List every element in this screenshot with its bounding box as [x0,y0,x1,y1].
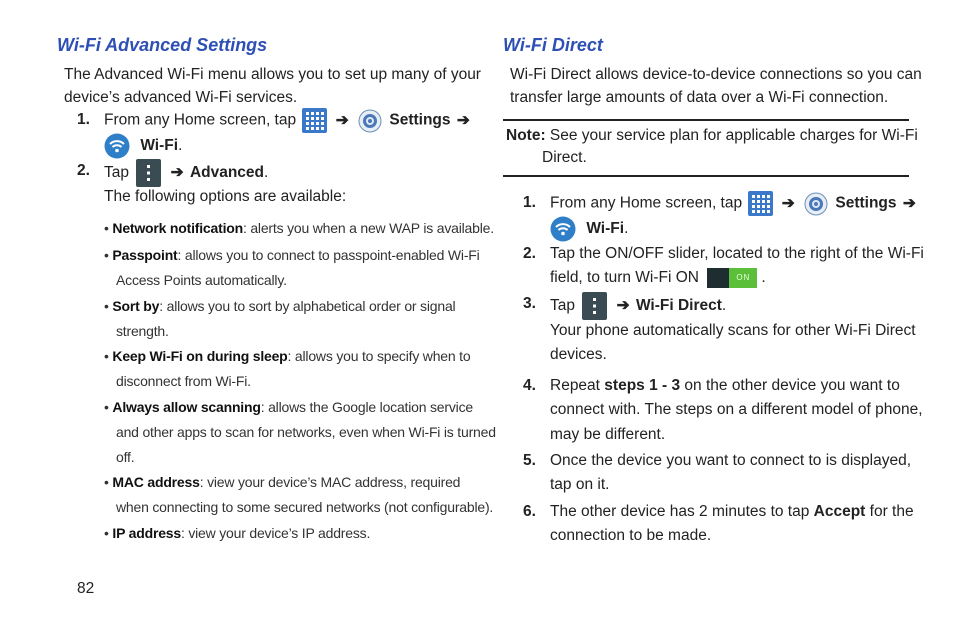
step-text: for the [865,503,914,520]
toggle-on-label: ON [729,268,757,288]
right-intro-line2: transfer large amounts of data over a Wi-Fi connection. [510,89,889,106]
bullet-desc: : view your device’s IP address. [180,525,371,541]
arrow-icon: ➔ [170,164,184,182]
step-note: Your phone automatically scans for other Wi-Fi Direct [550,322,916,339]
wifi-icon [550,216,576,242]
left-step-1 [77,108,470,160]
bullet-desc-cont: strength. [116,323,169,339]
arrow-icon: ➔ [335,111,349,129]
bullet-desc: : alerts you when a new WAP is available. [242,220,494,236]
bullet-ip-address: • IP address: view your device’s IP address. [104,525,371,541]
bullet-desc-cont: when connecting to some secured networks (not configurable). [116,499,494,515]
apps-grid-icon [302,108,327,133]
menu-dots-icon [582,292,607,320]
step-text: Tap [104,164,129,182]
arrow-icon: ➔ [456,111,470,129]
bullet-term: Network notification [112,220,243,236]
bullet-passpoint: • Passpoint: allows you to connect to passpoint-enabled Wi-Fi Access Points automatically. [104,243,480,293]
bullet-always-allow-scanning: • Always allow scanning: allows the Google location service and other apps to scan for networks, even when Wi-Fi is turned off. [104,395,496,470]
period: . [761,269,766,286]
left-intro-line1: The Advanced Wi-Fi menu allows you to set up many of your [64,66,481,83]
bullet-term: MAC address [112,474,200,490]
note-bottom-rule [503,175,909,177]
step-text: Repeat [550,377,605,394]
bullet-keep-wifi: • Keep Wi-Fi on during sleep: allows you to specify when to disconnect from Wi-Fi. [104,344,470,394]
settings-gear-icon [804,192,828,216]
accept-label: Accept [813,503,866,520]
step-text: on the other device you want to [680,377,900,394]
right-step-3 [523,292,923,368]
arrow-icon: ➔ [616,297,630,315]
bullet-term: Always allow scanning [112,399,261,415]
step-number: 1. [523,194,536,211]
wifi-icon [104,133,130,159]
right-step-4 [523,374,923,449]
wifi-label: Wi-Fi [140,137,179,155]
wifi-toggle-switch [707,268,757,288]
steps-ref: steps 1 - 3 [604,377,681,394]
note-box [506,125,918,169]
right-heading: Wi-Fi Direct [503,35,603,55]
bullet-desc-cont: Access Points automatically. [116,272,287,288]
right-step-5 [523,449,923,499]
settings-gear-icon [358,109,382,133]
step-text: field, to turn Wi-Fi ON [550,269,699,286]
bullet-sort-by: • Sort by: allows you to sort by alphabetical order or signal strength. [104,294,455,344]
step-text: Tap [550,297,575,315]
right-step-1 [523,191,923,243]
advanced-label: Advanced [189,164,265,182]
period: . [624,220,629,238]
period: . [178,137,183,155]
step-text: From any Home screen, tap [550,194,743,212]
left-step-2 [77,159,457,209]
left-intro-line2: device’s advanced Wi-Fi services. [64,89,298,106]
right-intro [510,63,922,109]
step-text: Once the device you want to connect to is displayed, [550,452,912,469]
period: . [264,164,269,182]
arrow-icon: ➔ [781,194,795,212]
bullet-desc-cont: off. [116,449,135,465]
bullet-desc-cont: and other apps to scan for networks, even when Wi-Fi is turned [116,424,496,440]
step-note: devices. [550,346,607,363]
bullet-term: Keep Wi-Fi on during sleep [112,348,288,364]
note-top-rule [503,119,909,121]
bullet-mac-address: • MAC address: view your device’s MAC address, required when connecting to some secured networks (not configurable). [104,470,493,520]
bullet-desc: : allows the Google location service [260,399,473,415]
wifi-direct-label: Wi-Fi Direct [635,297,722,315]
step-text: Tap the ON/OFF slider, located to the right of the Wi-Fi [550,245,924,262]
right-step-6 [523,500,923,550]
apps-grid-icon [748,191,773,216]
step-number: 3. [523,295,536,312]
step-text: From any Home screen, tap [104,111,297,129]
bullet-desc: : allows you to connect to passpoint-enabled Wi-Fi [177,247,480,263]
step-number: 6. [523,503,536,520]
step-number: 2. [523,245,536,262]
bullet-term: Passpoint [112,247,178,263]
bullet-network-notification: • Network notification: alerts you when a new WAP is available. [104,220,494,236]
wifi-label: Wi-Fi [586,220,625,238]
bullet-term: IP address [112,525,181,541]
page-number: 82 [77,580,95,597]
step-number: 2. [77,162,90,179]
step-number: 1. [77,111,90,128]
left-heading: Wi-Fi Advanced Settings [57,35,268,55]
step-number: 4. [523,377,536,394]
period: . [721,297,727,315]
step-text: connection to be made. [550,527,712,544]
note-label: Note: [506,127,546,144]
right-intro-line1: Wi-Fi Direct allows device-to-device connections so you can [510,66,922,83]
right-step-2 [523,242,923,292]
bullet-desc: : allows you to specify when to [287,348,471,364]
step-text: connect with. The steps on a different model of phone, [550,401,923,418]
arrow-icon: ➔ [902,194,916,212]
bullet-desc: : allows you to sort by alphabetical order or signal [159,298,456,314]
menu-dots-icon [136,159,161,187]
step-text: tap on it. [550,476,610,493]
step-number: 5. [523,452,536,469]
step-text: may be different. [550,426,666,443]
note-text-cont: Direct. [542,149,587,166]
following-text: The following options are available: [104,188,347,205]
note-text: See your service plan for applicable charges for Wi-Fi [549,127,918,144]
left-intro [64,63,481,109]
settings-label: Settings [389,111,451,129]
step-text: The other device has 2 minutes to tap [550,503,814,520]
bullet-term: Sort by [112,298,160,314]
bullet-desc-cont: disconnect from Wi-Fi. [116,373,251,389]
bullet-desc: : view your device’s MAC address, required [199,474,461,490]
settings-label: Settings [835,194,897,212]
